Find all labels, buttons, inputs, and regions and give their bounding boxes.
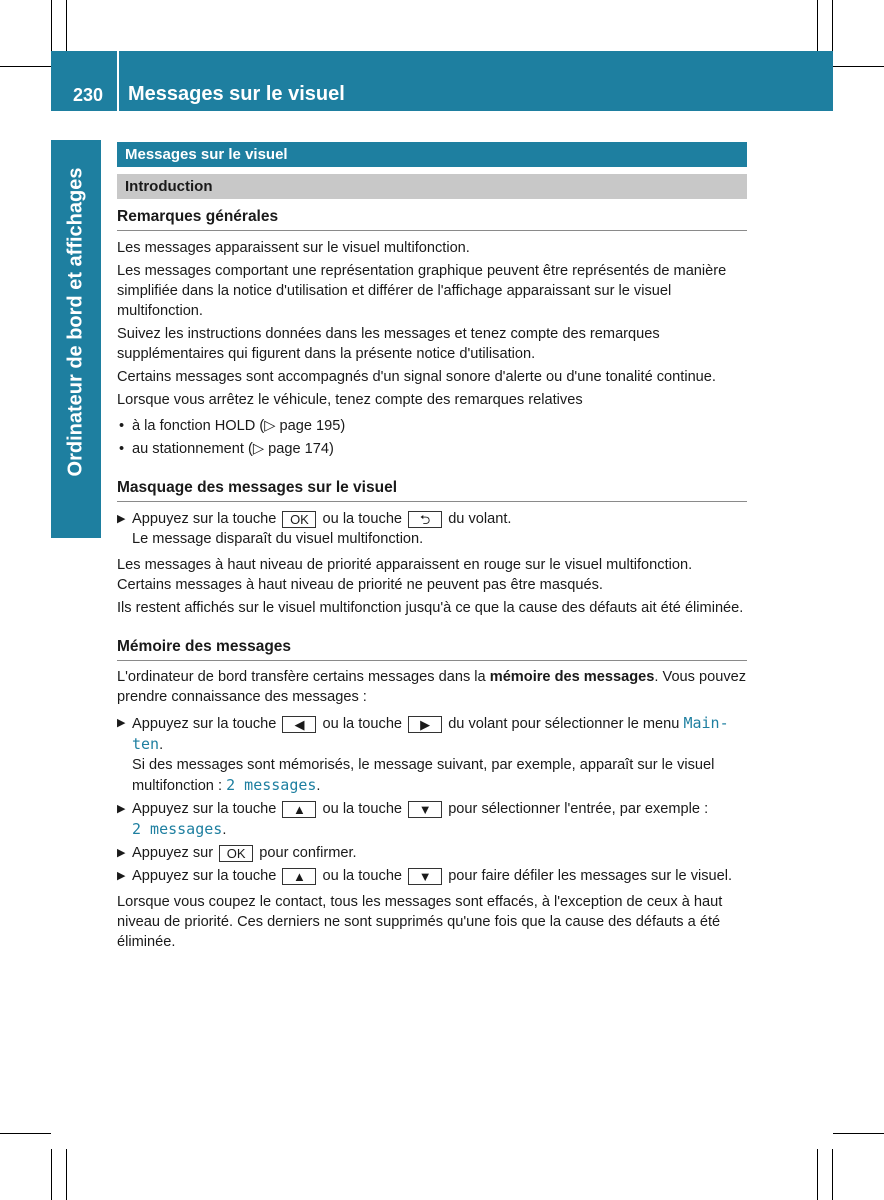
right-key-icon: ▶ — [408, 716, 442, 733]
step-text: ou la touche — [322, 511, 403, 527]
text: L'ordinateur de bord transfère certains messages dans la — [117, 669, 486, 685]
step-text: du volant. — [448, 511, 512, 527]
section-heading: Messages sur le visuel — [117, 142, 747, 167]
step-arrow-icon: ▶ — [117, 717, 126, 729]
list-item: • au stationnement (▷ page 174) — [119, 441, 334, 457]
step-text: . — [159, 737, 164, 753]
paragraph: Certains messages sont accompagnés d'un signal sonore d'alerte ou d'une tonalité continue. — [117, 369, 716, 385]
paragraph: Les messages à haut niveau de priorité apparaissent en rouge sur le visuel multifonction. Certains messages à haut niveau de priorité ne peuvent pas être masqués. — [117, 557, 693, 593]
subsection-heading: Introduction — [117, 174, 747, 199]
crop-mark — [0, 1133, 51, 1134]
header-divider — [117, 51, 119, 111]
paragraph: Suivez les instructions données dans les messages et tenez compte des remarques supplémentaires qui figurent dans la présente notice d'utilisation. — [117, 326, 660, 362]
instruction-step — [117, 509, 747, 549]
step-text: pour faire défiler les messages sur le visuel. — [448, 868, 733, 884]
instruction-step — [117, 866, 747, 886]
general-heading: Remarques générales — [117, 207, 747, 231]
main-content — [117, 142, 747, 952]
step-text: Appuyez sur la touche — [132, 868, 277, 884]
text: . Vous pouvez prendre connaissance des messages : — [117, 669, 747, 705]
crop-mark — [0, 66, 51, 67]
instruction-step: ▶ Appuyez sur la touche ▲ ou la touche ▼ pour sélectionner l'entrée, par exemple : 2 messages. — [117, 801, 709, 838]
crop-mark — [817, 1149, 818, 1200]
ok-key: OK — [282, 511, 316, 528]
step-text: pour confirmer. — [259, 845, 357, 861]
down-key-icon: ▼ — [408, 801, 442, 818]
up-key-icon: ▲ — [282, 868, 316, 885]
instruction-step — [117, 843, 747, 863]
step-result: Si des messages sont mémorisés, le message suivant, par exemple, apparaît sur le visuel multifonction : — [132, 757, 715, 794]
chapter-title: Ordinateur de bord et affichages — [64, 167, 87, 477]
back-key-icon: ⮌ — [408, 511, 442, 528]
display-message: 2 messages — [226, 776, 317, 794]
step-text: du volant pour sélectionner le menu — [448, 716, 680, 732]
step-text: Appuyez sur — [132, 845, 214, 861]
step-text: ou la touche — [322, 868, 403, 884]
bold-term: mémoire des messages — [489, 669, 655, 685]
crop-mark — [51, 1149, 52, 1200]
list-item-text: à la fonction HOLD (▷ page 195) — [132, 418, 346, 434]
paragraph: Les messages comportant une représentation graphique peuvent être représentés de manière simplifiée dans la notice d'utilisation et différer de l'affichage apparaissant sur le visuel multifonction. — [117, 263, 727, 319]
crop-mark — [66, 0, 67, 51]
page-number: 230 — [73, 85, 104, 105]
step-arrow-icon: ▶ — [117, 513, 126, 525]
step-arrow-icon: ▶ — [117, 847, 126, 859]
masking-heading: Masquage des messages sur le visuel — [117, 478, 747, 502]
list-item: • à la fonction HOLD (▷ page 195) — [119, 418, 346, 434]
menu-name: Main-ten — [132, 714, 729, 753]
step-arrow-icon: ▶ — [117, 803, 126, 815]
paragraph: Les messages apparaissent sur le visuel multifonction. — [117, 240, 470, 256]
crop-mark — [51, 0, 52, 51]
crop-mark — [832, 0, 833, 51]
page-title: Messages sur le visuel — [128, 83, 345, 105]
paragraph — [117, 667, 747, 707]
step-arrow-icon: ▶ — [117, 870, 126, 882]
page-header — [51, 51, 833, 111]
step-text: Appuyez sur la touche — [132, 801, 277, 817]
instruction-step: ▶ Appuyez sur la touche ◀ ou la touche ▶ du volant pour sélectionner le menu Main-ten. Si des messages sont mémorisés, le message suivant, par exemple, apparaît sur le visuel multifonction : 2 messages. — [117, 714, 729, 794]
step-text: ou la touche — [322, 801, 403, 817]
paragraph: Lorsque vous coupez le contact, tous les messages sont effacés, à l'exception de ceux à haut niveau de priorité. Ces derniers ne sont supprimés qu'une fois que la cause des défauts a été éliminée. — [117, 894, 723, 950]
memory-heading: Mémoire des messages — [117, 637, 747, 661]
down-key-icon: ▼ — [408, 868, 442, 885]
crop-mark — [832, 1149, 833, 1200]
ok-key: OK — [219, 845, 253, 862]
display-message: 2 messages — [132, 820, 223, 838]
left-key-icon: ◀ — [282, 716, 316, 733]
crop-mark — [817, 0, 818, 51]
step-text: Appuyez sur la touche — [132, 716, 277, 732]
crop-mark — [833, 66, 884, 67]
step-text: ou la touche — [322, 716, 403, 732]
step-result: Le message disparaît du visuel multifonction. — [132, 531, 424, 547]
step-text: pour sélectionner l'entrée, par exemple : — [448, 801, 709, 817]
up-key-icon: ▲ — [282, 801, 316, 818]
paragraph: Lorsque vous arrêtez le véhicule, tenez compte des remarques relatives — [117, 392, 583, 408]
crop-mark — [66, 1149, 67, 1200]
list-item-text: au stationnement (▷ page 174) — [132, 441, 334, 457]
step-text: Appuyez sur la touche — [132, 511, 277, 527]
crop-mark — [833, 1133, 884, 1134]
paragraph: Ils restent affichés sur le visuel multifonction jusqu'à ce que la cause des défauts ait été éliminée. — [117, 600, 744, 616]
